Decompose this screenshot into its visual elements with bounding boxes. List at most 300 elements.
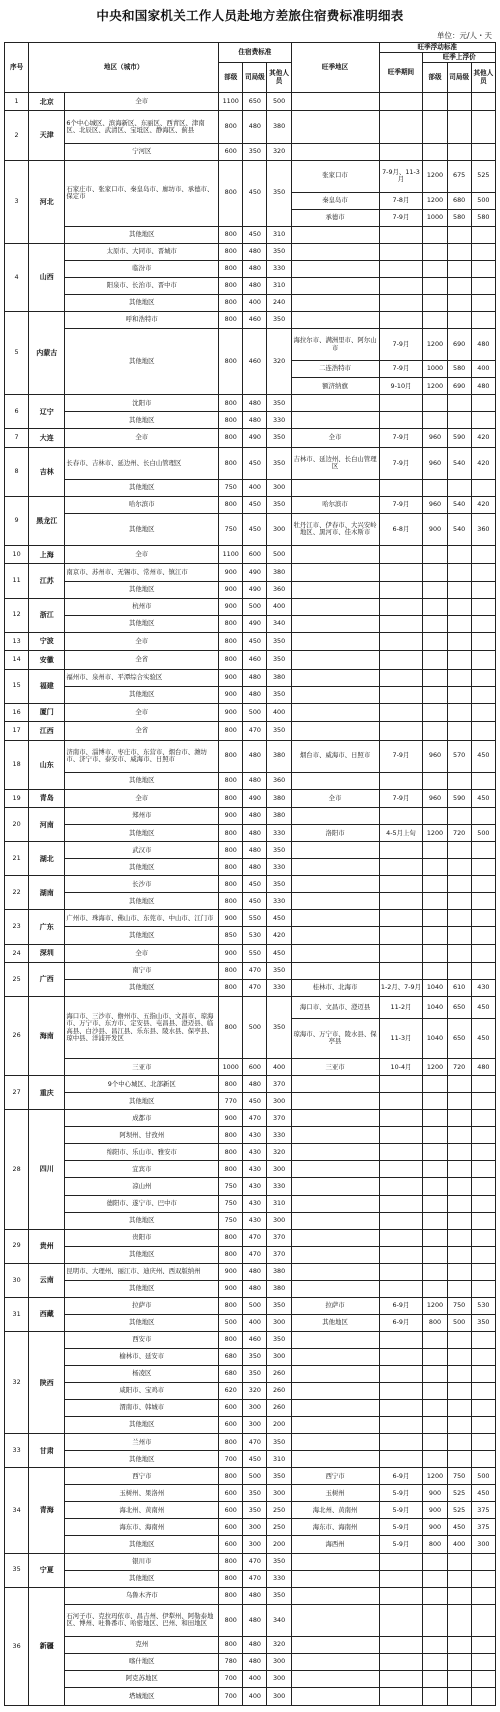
peak-area: 牡丹江市、伊春市、大兴安岭地区、黑河市、佳木斯市 — [291, 513, 379, 545]
peak-rate-other-empty — [471, 243, 495, 260]
peak-rate-other-empty — [471, 1280, 495, 1297]
city-area: 其他地区 — [65, 479, 219, 496]
peak-rate-other-empty — [471, 944, 495, 962]
peak-period: 7-9月 — [379, 789, 423, 807]
peak-rate-bureau-empty — [447, 808, 471, 825]
peak-rate-ministry-empty — [423, 260, 447, 277]
table-row — [5, 1587, 496, 1604]
rate-ministry: 600 — [219, 1400, 243, 1417]
peak-rate-bureau-empty — [447, 1434, 471, 1451]
peak-rate-bureau-empty — [447, 143, 471, 160]
peak-rate-bureau: 580 — [447, 361, 471, 378]
rate-other: 310 — [267, 1451, 291, 1468]
peak-rate-ministry-empty — [423, 1670, 447, 1687]
peak-rate-other-empty — [471, 859, 495, 876]
table-row — [5, 1636, 496, 1653]
rate-bureau: 490 — [243, 789, 267, 807]
peak-area-empty — [291, 1178, 379, 1195]
rate-ministry: 850 — [219, 927, 243, 944]
region-name: 河北 — [29, 160, 65, 243]
table-row — [5, 1485, 496, 1502]
peak-rate-other-empty — [471, 893, 495, 910]
rate-ministry: 1100 — [219, 93, 243, 111]
header-float-other: 其他人员 — [471, 63, 495, 93]
rate-bureau: 460 — [243, 1331, 267, 1348]
rate-ministry: 800 — [219, 789, 243, 807]
peak-period: 7-8月 — [379, 192, 423, 209]
table-row — [5, 615, 496, 632]
city-area: 其他地区 — [65, 825, 219, 842]
peak-rate-ministry-empty — [423, 944, 447, 962]
rate-ministry: 800 — [219, 277, 243, 294]
rate-other: 350 — [267, 311, 291, 328]
rate-ministry: 900 — [219, 808, 243, 825]
row-number: 24 — [5, 944, 29, 962]
table-row — [5, 910, 496, 927]
rate-bureau: 400 — [243, 479, 267, 496]
table-row — [5, 1093, 496, 1110]
rate-bureau: 600 — [243, 546, 267, 564]
region-name: 新疆 — [29, 1587, 65, 1705]
peak-rate-ministry: 1000 — [423, 361, 447, 378]
rate-other: 260 — [267, 1366, 291, 1383]
peak-area-empty — [291, 944, 379, 962]
peak-rate-ministry-empty — [423, 311, 447, 328]
rate-ministry: 800 — [219, 859, 243, 876]
peak-period: 7-9月 — [379, 447, 423, 479]
city-area: 其他地区 — [65, 329, 219, 395]
table-row — [5, 395, 496, 412]
city-area: 贵阳市 — [65, 1229, 219, 1246]
peak-rate-other-empty — [471, 1263, 495, 1280]
city-area: 全市 — [65, 632, 219, 650]
rate-bureau: 430 — [243, 1161, 267, 1178]
rate-other: 300 — [267, 1093, 291, 1110]
peak-area-empty — [291, 226, 379, 243]
peak-rate-bureau-empty — [447, 1636, 471, 1653]
row-number: 36 — [5, 1587, 29, 1705]
rate-other: 330 — [267, 260, 291, 277]
rate-ministry: 800 — [219, 1297, 243, 1314]
rate-bureau: 450 — [243, 632, 267, 650]
rate-bureau: 400 — [243, 1314, 267, 1331]
peak-rate-bureau: 720 — [447, 1059, 471, 1076]
unit-note: 单位：元/人・天 — [436, 31, 492, 40]
rate-bureau: 450 — [243, 1093, 267, 1110]
rate-other: 300 — [267, 513, 291, 545]
region-name: 深圳 — [29, 944, 65, 962]
table-row — [5, 1161, 496, 1178]
peak-rate-other-empty — [471, 1246, 495, 1263]
rate-ministry: 600 — [219, 1502, 243, 1519]
rate-bureau: 470 — [243, 722, 267, 740]
city-area: 成都市 — [65, 1110, 219, 1127]
peak-rate-ministry: 900 — [423, 513, 447, 545]
peak-area: 张家口市 — [291, 160, 379, 192]
rate-other: 300 — [267, 1670, 291, 1687]
peak-rate-other-empty — [471, 598, 495, 615]
peak-rate-other-empty — [471, 651, 495, 669]
table-row — [5, 1314, 496, 1331]
rate-bureau: 480 — [243, 395, 267, 412]
row-number: 23 — [5, 910, 29, 944]
header-region: 地区（城市） — [29, 43, 219, 93]
peak-rate-ministry-empty — [423, 1127, 447, 1144]
table-row — [5, 772, 496, 789]
peak-rate-ministry-empty — [423, 1653, 447, 1670]
row-number: 1 — [5, 93, 29, 111]
peak-area-empty — [291, 722, 379, 740]
peak-rate-bureau: 580 — [447, 209, 471, 226]
rate-bureau: 480 — [243, 808, 267, 825]
peak-period-empty — [379, 1348, 423, 1365]
rate-other: 380 — [267, 1263, 291, 1280]
peak-rate-other-empty — [471, 703, 495, 721]
peak-rate-ministry: 1200 — [423, 192, 447, 209]
city-area: 西安市 — [65, 1331, 219, 1348]
rate-bureau: 350 — [243, 1366, 267, 1383]
rate-bureau: 480 — [243, 243, 267, 260]
peak-area-empty — [291, 842, 379, 859]
row-number: 10 — [5, 546, 29, 564]
rate-ministry: 900 — [219, 598, 243, 615]
table-row — [5, 598, 496, 615]
region-name: 黑龙江 — [29, 496, 65, 545]
peak-area: 拉萨市 — [291, 1297, 379, 1314]
document-title: 中央和国家机关工作人员赴地方差旅住宿费标准明细表 — [96, 8, 404, 23]
city-area: 其他地区 — [65, 226, 219, 243]
peak-area-empty — [291, 1161, 379, 1178]
row-number: 20 — [5, 808, 29, 842]
rate-other: 200 — [267, 1536, 291, 1553]
peak-rate-bureau: 540 — [447, 513, 471, 545]
peak-rate-bureau-empty — [447, 944, 471, 962]
rate-other: 330 — [267, 980, 291, 997]
peak-period-empty — [379, 598, 423, 615]
peak-rate-ministry-empty — [423, 615, 447, 632]
peak-area-empty — [291, 859, 379, 876]
peak-rate-other-empty — [471, 1366, 495, 1383]
peak-period-empty — [379, 1195, 423, 1212]
region-name: 厦门 — [29, 703, 65, 721]
peak-rate-bureau-empty — [447, 876, 471, 893]
table-row — [5, 825, 496, 842]
peak-rate-bureau-empty — [447, 1229, 471, 1246]
peak-rate-other: 450 — [471, 997, 495, 1019]
rate-ministry: 900 — [219, 669, 243, 686]
rate-other: 360 — [267, 581, 291, 598]
peak-period-empty — [379, 1570, 423, 1587]
peak-period-empty — [379, 1417, 423, 1434]
rate-bureau: 490 — [243, 581, 267, 598]
row-number: 33 — [5, 1434, 29, 1468]
peak-rate-ministry: 1040 — [423, 980, 447, 997]
peak-rate-other-empty — [471, 842, 495, 859]
rate-bureau: 470 — [243, 1570, 267, 1587]
table-row — [5, 1502, 496, 1519]
rate-other: 380 — [267, 740, 291, 772]
peak-rate-other: 420 — [471, 496, 495, 513]
peak-rate-bureau: 750 — [447, 1468, 471, 1485]
rate-bureau: 480 — [243, 772, 267, 789]
city-area: 6个中心城区、滨海新区、东丽区、西青区、津南区、北辰区、武清区、宝坻区、静海区、蓟县 — [65, 111, 219, 143]
peak-area-empty — [291, 260, 379, 277]
rate-ministry: 800 — [219, 1468, 243, 1485]
city-area: 其他地区 — [65, 294, 219, 311]
peak-rate-bureau: 650 — [447, 997, 471, 1019]
peak-period: 7-9月 — [379, 740, 423, 772]
peak-rate-other-empty — [471, 1587, 495, 1604]
region-name: 四川 — [29, 1110, 65, 1229]
peak-rate-bureau-empty — [447, 1178, 471, 1195]
peak-rate-other: 420 — [471, 447, 495, 479]
table-row — [5, 1144, 496, 1161]
peak-period-empty — [379, 1246, 423, 1263]
region-name: 山东 — [29, 740, 65, 789]
peak-rate-ministry: 800 — [423, 1314, 447, 1331]
peak-rate-other-empty — [471, 962, 495, 979]
rate-ministry: 600 — [219, 143, 243, 160]
city-area: 其他地区 — [65, 1451, 219, 1468]
peak-rate-other-empty — [471, 1417, 495, 1434]
peak-period: 7-9月 — [379, 329, 423, 361]
city-area: 塔城地区 — [65, 1687, 219, 1705]
table-row — [5, 859, 496, 876]
city-area: 郑州市 — [65, 808, 219, 825]
city-area: 其他地区 — [65, 1280, 219, 1297]
row-number: 9 — [5, 496, 29, 545]
row-number: 13 — [5, 632, 29, 650]
rate-ministry: 800 — [219, 1144, 243, 1161]
peak-area-empty — [291, 615, 379, 632]
rate-other: 350 — [267, 997, 291, 1059]
rate-bureau: 470 — [243, 1434, 267, 1451]
region-name: 西藏 — [29, 1297, 65, 1331]
peak-rate-bureau-empty — [447, 1076, 471, 1093]
peak-rate-ministry-empty — [423, 669, 447, 686]
peak-rate-other-empty — [471, 581, 495, 598]
table-row — [5, 294, 496, 311]
region-name: 安徽 — [29, 651, 65, 669]
rate-bureau: 430 — [243, 1195, 267, 1212]
peak-area-empty — [291, 277, 379, 294]
header-float-cap: 旺季上浮价 — [423, 53, 496, 63]
peak-rate-bureau-empty — [447, 260, 471, 277]
city-area: 其他地区 — [65, 686, 219, 703]
peak-rate-ministry-empty — [423, 1366, 447, 1383]
table-row — [5, 1604, 496, 1636]
rate-other: 350 — [267, 876, 291, 893]
rate-ministry: 1000 — [219, 1059, 243, 1076]
rate-bureau: 460 — [243, 329, 267, 395]
rate-ministry: 750 — [219, 1178, 243, 1195]
rate-bureau: 500 — [243, 598, 267, 615]
peak-rate-bureau: 690 — [447, 378, 471, 395]
row-number: 4 — [5, 243, 29, 311]
city-area: 全市 — [65, 789, 219, 807]
rate-other: 300 — [267, 1348, 291, 1365]
peak-period-empty — [379, 669, 423, 686]
peak-rate-ministry-empty — [423, 1144, 447, 1161]
rate-bureau: 480 — [243, 412, 267, 429]
city-area: 南宁市 — [65, 962, 219, 979]
city-area: 全市 — [65, 703, 219, 721]
table-row — [5, 1127, 496, 1144]
peak-rate-ministry-empty — [423, 1161, 447, 1178]
city-area: 拉萨市 — [65, 1297, 219, 1314]
peak-rate-ministry-empty — [423, 546, 447, 564]
table-row — [5, 513, 496, 545]
table-row — [5, 1468, 496, 1485]
peak-period-empty — [379, 703, 423, 721]
peak-rate-bureau-empty — [447, 893, 471, 910]
region-name: 河南 — [29, 808, 65, 842]
peak-area-empty — [291, 1144, 379, 1161]
peak-rate-ministry: 960 — [423, 740, 447, 772]
rate-bureau: 300 — [243, 1536, 267, 1553]
peak-period-empty — [379, 1604, 423, 1636]
peak-rate-bureau-empty — [447, 1417, 471, 1434]
rate-other: 240 — [267, 294, 291, 311]
peak-rate-ministry-empty — [423, 1195, 447, 1212]
row-number: 27 — [5, 1076, 29, 1110]
peak-area-empty — [291, 669, 379, 686]
peak-area: 额济纳旗 — [291, 378, 379, 395]
peak-period-empty — [379, 395, 423, 412]
peak-rate-other: 500 — [471, 192, 495, 209]
peak-rate-ministry-empty — [423, 277, 447, 294]
peak-rate-ministry-empty — [423, 876, 447, 893]
region-name: 辽宁 — [29, 395, 65, 429]
city-area: 咸阳市、宝鸡市 — [65, 1383, 219, 1400]
peak-rate-bureau-empty — [447, 277, 471, 294]
rate-ministry: 620 — [219, 1383, 243, 1400]
rate-other: 380 — [267, 111, 291, 143]
rate-other: 320 — [267, 143, 291, 160]
peak-rate-other-empty — [471, 722, 495, 740]
rate-ministry: 770 — [219, 1093, 243, 1110]
city-area: 呼和浩特市 — [65, 311, 219, 328]
rate-ministry: 500 — [219, 1314, 243, 1331]
row-number: 8 — [5, 447, 29, 496]
rate-bureau: 470 — [243, 980, 267, 997]
rate-ministry: 600 — [219, 1536, 243, 1553]
peak-area-empty — [291, 564, 379, 581]
table-row — [5, 1553, 496, 1570]
rate-other: 350 — [267, 447, 291, 479]
peak-rate-other-empty — [471, 546, 495, 564]
peak-rate-other: 525 — [471, 160, 495, 192]
peak-period-empty — [379, 1331, 423, 1348]
city-area: 渭南市、韩城市 — [65, 1400, 219, 1417]
peak-area-empty — [291, 1604, 379, 1636]
peak-period: 7-9月 — [379, 209, 423, 226]
city-area: 长沙市 — [65, 876, 219, 893]
peak-rate-other-empty — [471, 93, 495, 111]
peak-rate-other-empty — [471, 772, 495, 789]
table-row — [5, 893, 496, 910]
peak-area-empty — [291, 479, 379, 496]
table-row — [5, 1059, 496, 1076]
table-row — [5, 1212, 496, 1229]
rate-ministry: 800 — [219, 1161, 243, 1178]
peak-rate-bureau: 500 — [447, 1314, 471, 1331]
peak-area-empty — [291, 632, 379, 650]
peak-area-empty — [291, 1553, 379, 1570]
rate-bureau: 480 — [243, 1280, 267, 1297]
rate-bureau: 460 — [243, 651, 267, 669]
table-row — [5, 740, 496, 772]
peak-rate-ministry-empty — [423, 632, 447, 650]
peak-rate-ministry: 800 — [423, 1536, 447, 1553]
row-number: 11 — [5, 564, 29, 598]
rate-bureau: 480 — [243, 1604, 267, 1636]
peak-area-empty — [291, 143, 379, 160]
peak-period-empty — [379, 1161, 423, 1178]
peak-rate-bureau: 590 — [447, 429, 471, 447]
peak-period-empty — [379, 1178, 423, 1195]
peak-rate-ministry: 1200 — [423, 378, 447, 395]
peak-rate-ministry: 1200 — [423, 1059, 447, 1076]
rate-other: 330 — [267, 825, 291, 842]
peak-rate-other: 420 — [471, 429, 495, 447]
peak-area: 承德市 — [291, 209, 379, 226]
rate-bureau: 350 — [243, 1348, 267, 1365]
peak-area-empty — [291, 1348, 379, 1365]
peak-period-empty — [379, 927, 423, 944]
rate-other: 350 — [267, 962, 291, 979]
peak-rate-bureau-empty — [447, 1195, 471, 1212]
rate-ministry: 800 — [219, 412, 243, 429]
peak-period-empty — [379, 1670, 423, 1687]
peak-area-empty — [291, 1195, 379, 1212]
rate-ministry: 600 — [219, 1485, 243, 1502]
peak-rate-bureau-empty — [447, 546, 471, 564]
peak-area-empty — [291, 93, 379, 111]
city-area: 福州市、泉州市、平潭综合实验区 — [65, 669, 219, 686]
city-area: 其他地区 — [65, 859, 219, 876]
peak-rate-other-empty — [471, 1400, 495, 1417]
region-name: 宁波 — [29, 632, 65, 650]
table-row — [5, 997, 496, 1019]
peak-period-empty — [379, 260, 423, 277]
peak-rate-ministry: 1000 — [423, 209, 447, 226]
rate-bureau: 350 — [243, 1485, 267, 1502]
peak-rate-ministry-empty — [423, 395, 447, 412]
table-row — [5, 1246, 496, 1263]
table-row — [5, 1195, 496, 1212]
peak-period: 7-9月、11-3月 — [379, 160, 423, 192]
rate-ministry: 800 — [219, 260, 243, 277]
row-number: 2 — [5, 111, 29, 160]
peak-area: 全市 — [291, 429, 379, 447]
peak-period-empty — [379, 1687, 423, 1705]
peak-rate-bureau-empty — [447, 1127, 471, 1144]
peak-rate-bureau-empty — [447, 598, 471, 615]
city-area: 其他地区 — [65, 581, 219, 598]
peak-period: 4-5月上旬 — [379, 825, 423, 842]
city-area: 其他地区 — [65, 772, 219, 789]
peak-rate-bureau-empty — [447, 962, 471, 979]
rate-bureau: 470 — [243, 1553, 267, 1570]
rate-bureau: 550 — [243, 910, 267, 927]
rate-other: 360 — [267, 772, 291, 789]
peak-rate-bureau: 400 — [447, 1536, 471, 1553]
peak-area: 哈尔滨市 — [291, 496, 379, 513]
rate-other: 330 — [267, 1127, 291, 1144]
rate-other: 320 — [267, 1144, 291, 1161]
rate-other: 350 — [267, 632, 291, 650]
